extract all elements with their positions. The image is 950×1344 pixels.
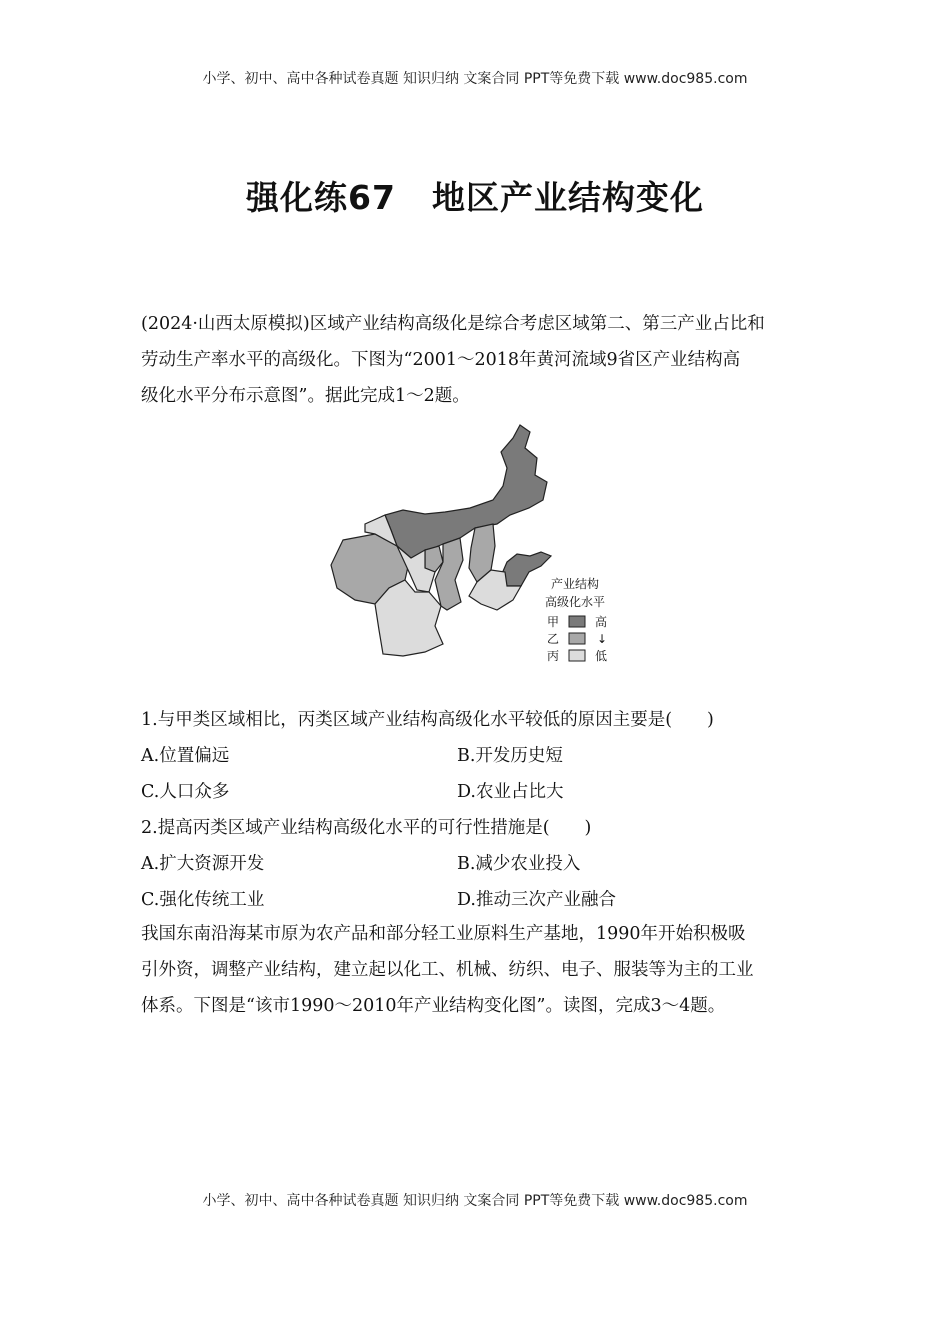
question-1-option-c: C.人口众多 [141,782,230,802]
intro-line: 级化水平分布示意图”。据此完成1～2题。 [141,386,470,406]
legend-class-2-label: 乙 [547,632,560,646]
legend-class-1-label: 甲 [547,615,560,629]
intro-line: 引外资，调整产业结构，建立起以化工、机械、纺织、电子、服装等为主的工业 [141,960,754,980]
legend-title-line1: 产业结构 [551,577,600,591]
question-2-option-c: C.强化传统工业 [141,890,265,910]
question-2-option-d: D.推动三次产业融合 [457,890,616,910]
legend-high-label: 高 [595,615,608,629]
legend-class-3-label: 丙 [547,649,560,663]
intro-line: 劳动生产率水平的高级化。下图为“2001～2018年黄河流域9省区产业结构高 [141,350,741,370]
page-header: 小学、初中、高中各种试卷真题 知识归纳 文案合同 PPT等免费下载 www.doc985.com [202,71,748,87]
question-1-option-d: D.农业占比大 [457,782,564,802]
page-footer: 小学、初中、高中各种试卷真题 知识归纳 文案合同 PPT等免费下载 www.doc985.com [202,1193,748,1209]
question-1-stem: 1.与甲类区域相比，丙类区域产业结构高级化水平较低的原因主要是( ) [141,710,714,730]
intro-paragraph-1 [141,306,813,414]
question-2-option-b: B.减少农业投入 [457,854,581,874]
yellow-river-provinces-map [325,420,625,670]
intro-paragraph-2 [141,916,813,1024]
intro-line: 体系。下图是“该市1990～2010年产业结构变化图”。读图，完成3～4题。 [141,996,726,1016]
intro-line: 我国东南沿海某市原为农产品和部分轻工业原料生产基地，1990年开始积极吸 [141,924,746,944]
legend-swatch-high [569,616,585,627]
legend-swatch-mid [569,633,585,644]
page-title [0,172,950,219]
legend-title-line2: 高级化水平 [545,595,606,609]
legend-arrow: ↓ [597,632,608,646]
title-number: 强化练67 [246,178,396,217]
title-topic: 地区产业结构变化 [431,178,704,217]
legend-low-label: 低 [595,649,608,663]
region-shandong [501,552,551,586]
question-1-option-b: B.开发历史短 [457,746,563,766]
legend-swatch-low [569,650,585,661]
question-1-option-a: A.位置偏远 [141,746,230,766]
question-2-stem: 2.提高丙类区域产业结构高级化水平的可行性措施是( ) [141,818,592,838]
question-2-option-a: A.扩大资源开发 [141,854,265,874]
intro-line: (2024·山西太原模拟)区域产业结构高级化是综合考虑区域第二、第三产业占比和 [141,314,765,334]
region-inner-mongolia [385,425,547,558]
